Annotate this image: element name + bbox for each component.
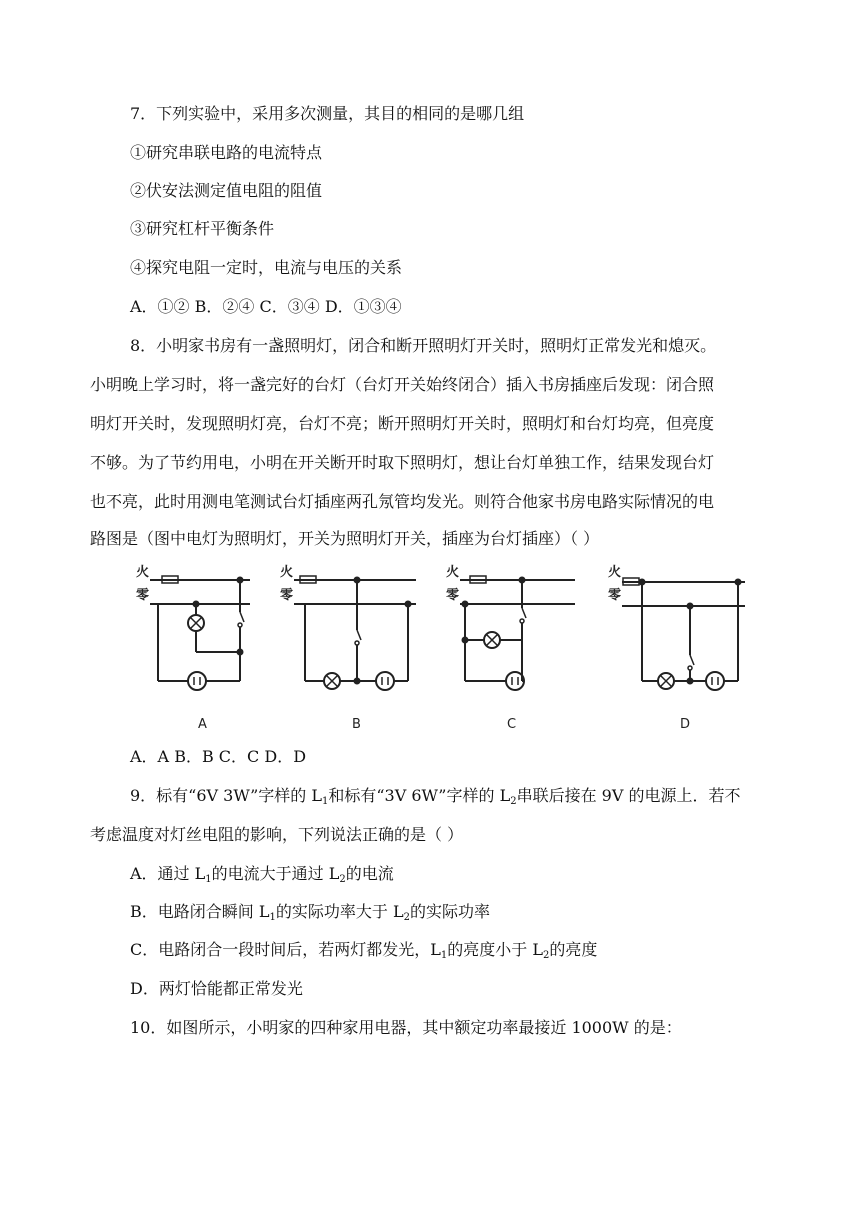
circuit-a-caption: A	[198, 717, 207, 732]
q9-stem-line-1	[130, 786, 741, 806]
circuit-d-neutral-label: 零	[608, 588, 622, 603]
socket-icon	[188, 672, 206, 690]
q7-options: A．①② B．②④ C．③④ D．①③④	[130, 297, 402, 316]
q9-option-b-part: 的实际功率	[409, 902, 490, 921]
q8-line-5: 也不亮，此时用测电笔测试台灯插座两孔氖管均发光。则符合他家书房电路实际情况的电	[90, 492, 715, 511]
q8-line-1: 8．小明家书房有一盏照明灯，闭合和断开照明灯开关时，照明灯正常发光和熄灭。	[130, 336, 717, 355]
q7-item-4: ④探究电阻一定时，电流与电压的关系	[130, 258, 403, 277]
q9-option-a-part: 的电流大于通过 L	[211, 864, 340, 883]
q8-line-3: 明灯开关时，发现照明灯亮，台灯不亮；断开照明灯开关时，照明灯和台灯均亮，但亮度	[90, 414, 715, 433]
circuit-a-neutral-label: 零	[136, 588, 150, 603]
q8-line-2: 小明晚上学习时，将一盏完好的台灯（台灯开关始终闭合）插入书房插座后发现：闭合照	[90, 375, 715, 394]
subscript-2: 2	[339, 874, 346, 885]
circuit-b-neutral-label: 零	[280, 588, 294, 603]
circuit-c-neutral-label: 零	[446, 588, 460, 603]
q9-option-c-part: C．电路闭合一段时间后，若两灯都发光，L	[130, 940, 441, 959]
circuit-b-caption: B	[352, 717, 361, 732]
subscript-2: 2	[403, 912, 410, 923]
circuit-b-live-label: 火	[280, 565, 294, 580]
circuit-diagrams-figure	[120, 560, 760, 735]
circuit-d-live-label: 火	[608, 565, 622, 580]
q9-option-d: D．两灯恰能都正常发光	[130, 979, 303, 998]
q7-item-1: ①研究串联电路的电流特点	[130, 143, 323, 162]
socket-icon	[376, 672, 394, 690]
subscript-2: 2	[542, 950, 550, 961]
circuit-a	[136, 564, 250, 732]
switch-icon	[522, 608, 526, 618]
subscript-1: 1	[322, 796, 329, 807]
q8-line-6: 路图是（图中电灯为照明灯，开关为照明灯开关，插座为台灯插座）（ ）	[90, 529, 600, 548]
q7-stem: 7．下列实验中，采用多次测量，其目的相同的是哪几组	[130, 104, 525, 123]
switch-icon	[690, 655, 694, 665]
subscript-1: 1	[440, 950, 448, 961]
subscript-2: 2	[510, 796, 517, 807]
subscript-1: 1	[269, 912, 276, 923]
q7-item-3: ③研究杠杆平衡条件	[130, 219, 275, 238]
q9-stem-line-2: 考虑温度对灯丝电阻的影响，下列说法正确的是（ ）	[90, 825, 464, 844]
q9-option-a-part: 的电流	[345, 864, 394, 883]
circuit-d-caption: D	[680, 717, 691, 732]
circuit-c-live-label: 火	[446, 565, 460, 580]
q9-option-b-part: B．电路闭合瞬间 L	[130, 902, 270, 921]
circuit-d	[608, 564, 745, 732]
q9-option-b	[130, 902, 490, 922]
switch-icon	[240, 612, 244, 622]
q9-stem-part: 和标有“3V 6W”字样的 L	[328, 786, 511, 805]
circuit-c-caption: C	[507, 717, 517, 732]
q9-option-a	[130, 864, 394, 884]
socket-icon	[706, 672, 724, 690]
subscript-1: 1	[205, 874, 212, 885]
q9-stem-part: 串联后接在 9V 的电源上．若不	[516, 786, 741, 805]
switch-icon	[357, 630, 361, 640]
q10-stem: 10．如图所示，小明家的四种家用电器，其中额定功率最接近 1000W 的是：	[130, 1018, 682, 1037]
q9-option-a-part: A．通过 L	[130, 864, 206, 883]
q8-options: A．A B．B C．C D．D	[130, 747, 307, 766]
q9-option-c-part: 的亮度小于 L	[447, 940, 543, 959]
q7-item-2: ②伏安法测定值电阻的阻值	[130, 181, 323, 200]
q9-option-c	[130, 940, 597, 960]
q9-option-b-part: 的实际功率大于 L	[275, 902, 404, 921]
circuit-c	[446, 564, 575, 732]
q8-line-4: 不够。为了节约用电，小明在开关断开时取下照明灯，想让台灯单独工作，结果发现台灯	[90, 453, 715, 472]
circuit-a-live-label: 火	[136, 565, 150, 580]
q9-stem-part: 9．标有“6V 3W”字样的 L	[130, 786, 322, 805]
circuit-b	[280, 564, 416, 732]
q9-option-c-part: 的亮度	[549, 940, 598, 959]
